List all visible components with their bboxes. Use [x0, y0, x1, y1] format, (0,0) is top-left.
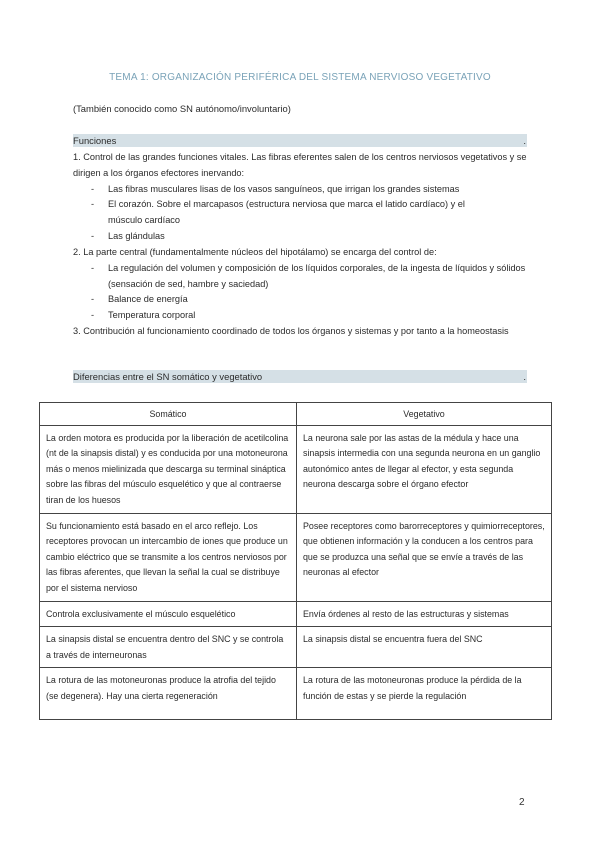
table-cell: Controla exclusivamente el músculo esquelético [40, 601, 297, 627]
section-heading-funciones [73, 134, 527, 147]
list-item: - Balance de energía [73, 292, 533, 308]
paragraph: 2. La parte central (fundamentalmente núcleos del hipotálamo) se encarga del control de: [73, 247, 437, 257]
table-row [40, 513, 552, 601]
column-header-vegetativo: Vegetativo [297, 403, 552, 426]
page-title: TEMA 1: ORGANIZACIÓN PERIFÉRICA DEL SISTEMA NERVIOSO VEGETATIVO [109, 72, 491, 83]
list-item: - La regulación del volumen y composición de los líquidos corporales, de la ingesta de líquidos y sólidos (sensación de sed, hambre y saciedad) [73, 261, 533, 293]
table-cell: La sinapsis distal se encuentra fuera del SNC [297, 627, 552, 668]
table-row [40, 601, 552, 627]
funciones-block-1 [73, 150, 533, 245]
table-row [40, 627, 552, 668]
list-item: - Las glándulas [73, 229, 533, 245]
table-header-row [40, 403, 552, 426]
table-cell: La rotura de las motoneuronas produce la atrofia del tejido (se degenera). Hay una cierta regeneración [40, 668, 297, 719]
page-number: 2 [519, 797, 525, 808]
table-cell: Posee receptores como barorreceptores y quimiorreceptores, que obtienen información y la conducen a los centros para que se produzca una señal que se envíe a través de las neuronas al efector [297, 513, 552, 601]
funciones-block-2 [73, 245, 533, 324]
section-heading-label: Diferencias entre el SN somático y vegetativo [73, 371, 263, 382]
paragraph: 3. Contribución al funcionamiento coordinado de todos los órganos y sistemas y por tanto a la homeostasis [73, 326, 509, 336]
heading-dot: . [523, 135, 526, 146]
list-item: - El corazón. Sobre el marcapasos (estructura nerviosa que marca el latido cardíaco) y el músculo cardíaco [73, 197, 498, 229]
table-cell: La neurona sale por las astas de la médula y hace una sinapsis intermedia con una segunda neurona en un ganglio autonómico antes de llegar al efector, y esta segunda neurona descarga sobre el órgano efector [297, 425, 552, 513]
list-item: - Temperatura corporal [73, 308, 533, 324]
section-heading-diferencias [73, 370, 527, 383]
subtitle: (También conocido como SN autónomo/involuntario) [73, 103, 291, 114]
paragraph: 1. Control de las grandes funciones vitales. Las fibras eferentes salen de los centros nerviosos vegetativos y se dirigen a los órganos efectores inervando: [73, 152, 527, 178]
table-cell: Su funcionamiento está basado en el arco reflejo. Los receptores provocan un intercambio de iones que produce un cambio eléctrico que se transmite a los centros nerviosos por las fibras aferentes, que llevan la señal la cual se distribuye por el sistema nervioso [40, 513, 297, 601]
table-cell: La rotura de las motoneuronas produce la pérdida de la función de estas y se pierde la regulación [297, 668, 552, 719]
table-row [40, 668, 552, 719]
table-row [40, 425, 552, 513]
heading-dot: . [523, 371, 526, 382]
list-item: - Las fibras musculares lisas de los vasos sanguíneos, que irrigan los grandes sistemas [73, 182, 533, 198]
table-cell: La sinapsis distal se encuentra dentro del SNC y se controla a través de interneuronas [40, 627, 297, 668]
section-heading-label: Funciones [73, 135, 117, 146]
funciones-block-3 [73, 324, 533, 340]
comparison-table [39, 402, 552, 720]
column-header-somatico: Somático [40, 403, 297, 426]
table-cell: Envía órdenes al resto de las estructuras y sistemas [297, 601, 552, 627]
table-cell: La orden motora es producida por la liberación de acetilcolina (nt de la sinapsis distal) y es conducida por una motoneurona más o menos mielinizada que descarga su terminal sináptica sobre las fibras del músculo esquelético y que al contraerse tiran de los huesos [40, 425, 297, 513]
